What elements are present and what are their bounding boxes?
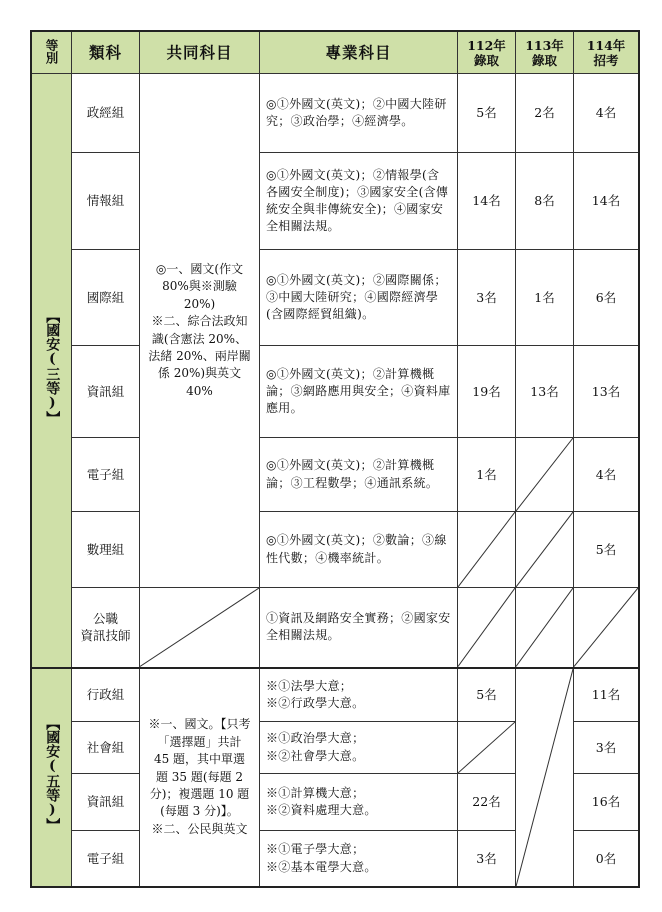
category-cell: 資訊組 [72,346,140,438]
subjects-cell: ◎①外國文(英文)；②中國大陸研究；③政治學；④經濟學。 [260,74,458,153]
empty-cell-diagonal [458,512,516,588]
y112-cell: 3名 [458,831,516,887]
category-cell: 電子組 [72,438,140,512]
subjects-cell: ※①法學大意； ※②行政學大意。 [260,668,458,722]
subjects-cell: ◎①外國文(英文)；②數論；③線性代數；④機率統計。 [260,512,458,588]
y112-cell: 3名 [458,250,516,346]
y112-cell: 1名 [458,438,516,512]
header-113: 113年 錄取 [516,32,574,74]
table-row [32,153,639,250]
category-cell: 情報組 [72,153,140,250]
y114-cell: 16名 [574,774,639,831]
header-level: 等別 [32,32,72,74]
header-category: 類科 [72,32,140,74]
category-cell: 國際組 [72,250,140,346]
y113-cell: 13名 [516,346,574,438]
table-row [32,668,639,722]
subjects-cell: ◎①外國文(英文)；②情報學(含各國安全制度)；③國家安全(含傳統安全與非傳統安全)；④國家安全相關法規。 [260,153,458,250]
subjects-cell: ◎①外國文(英文)；②計算機概論；③網路應用與安全；④資料庫應用。 [260,346,458,438]
subjects-cell: ※①政治學大意； ※②社會學大意。 [260,722,458,774]
category-cell: 公職 資訊技師 [72,588,140,668]
y112-cell: 22名 [458,774,516,831]
y112-cell: 19名 [458,346,516,438]
exam-table [31,31,638,886]
y114-cell: 3名 [574,722,639,774]
empty-cell-diagonal [140,588,260,668]
header-common-subjects: 共同科目 [140,32,260,74]
y112-cell: 5名 [458,74,516,153]
table-row [32,438,639,512]
common-subjects-level5: ※一、國文。【只考「選擇題」共計 45 題，其中單選題 35 題(每題 2 分)；複選題 10 題(每題 3 分)】。 ※二、公民與英文 [140,668,260,887]
y114-cell: 6名 [574,250,639,346]
category-cell: 社會組 [72,722,140,774]
empty-cell-diagonal [458,588,516,668]
category-cell: 政經組 [72,74,140,153]
common-subjects-level3: ◎一、國文(作文 80%與※測驗 20%) ※二、綜合法政知識(含憲法 20%、法緒 20%、兩岸關係 20%)與英文 40% [140,74,260,588]
subjects-cell: ①資訊及網路安全實務；②國家安全相關法規。 [260,588,458,668]
empty-cell-diagonal [516,512,574,588]
category-cell: 行政組 [72,668,140,722]
y114-cell: 0名 [574,831,639,887]
header-row [32,32,639,74]
y112-cell: 14名 [458,153,516,250]
subjects-cell: ※①計算機大意； ※②資料處理大意。 [260,774,458,831]
table-row [32,588,639,668]
empty-cell-diagonal [574,588,639,668]
group-label-level5: 【國安(五等)】 [32,668,72,887]
subjects-cell: ※①電子學大意； ※②基本電學大意。 [260,831,458,887]
empty-cell-diagonal [516,438,574,512]
group-label-level3: 【國安(三等)】 [32,74,72,668]
empty-cell-diagonal [458,722,516,774]
subjects-cell: ◎①外國文(英文)；②國際關係；③中國大陸研究；④國際經濟學(含國際經貿組織)。 [260,250,458,346]
table-row [32,512,639,588]
subjects-cell: ◎①外國文(英文)；②計算機概論；③工程數學；④通訊系統。 [260,438,458,512]
table-row [32,346,639,438]
y113-cell: 2名 [516,74,574,153]
category-cell: 電子組 [72,831,140,887]
y114-cell: 4名 [574,74,639,153]
header-112: 112年 錄取 [458,32,516,74]
table-row [32,74,639,153]
category-cell: 資訊組 [72,774,140,831]
y114-cell: 14名 [574,153,639,250]
empty-cell-diagonal [516,588,574,668]
y114-cell: 4名 [574,438,639,512]
y113-cell: 1名 [516,250,574,346]
header-professional-subjects: 專業科目 [260,32,458,74]
y113-cell: 8名 [516,153,574,250]
header-114: 114年 招考 [574,32,639,74]
category-cell: 數理組 [72,512,140,588]
y114-cell: 13名 [574,346,639,438]
y114-cell: 11名 [574,668,639,722]
table-row [32,250,639,346]
empty-cell-diagonal [516,668,574,887]
y114-cell: 5名 [574,512,639,588]
y112-cell: 5名 [458,668,516,722]
